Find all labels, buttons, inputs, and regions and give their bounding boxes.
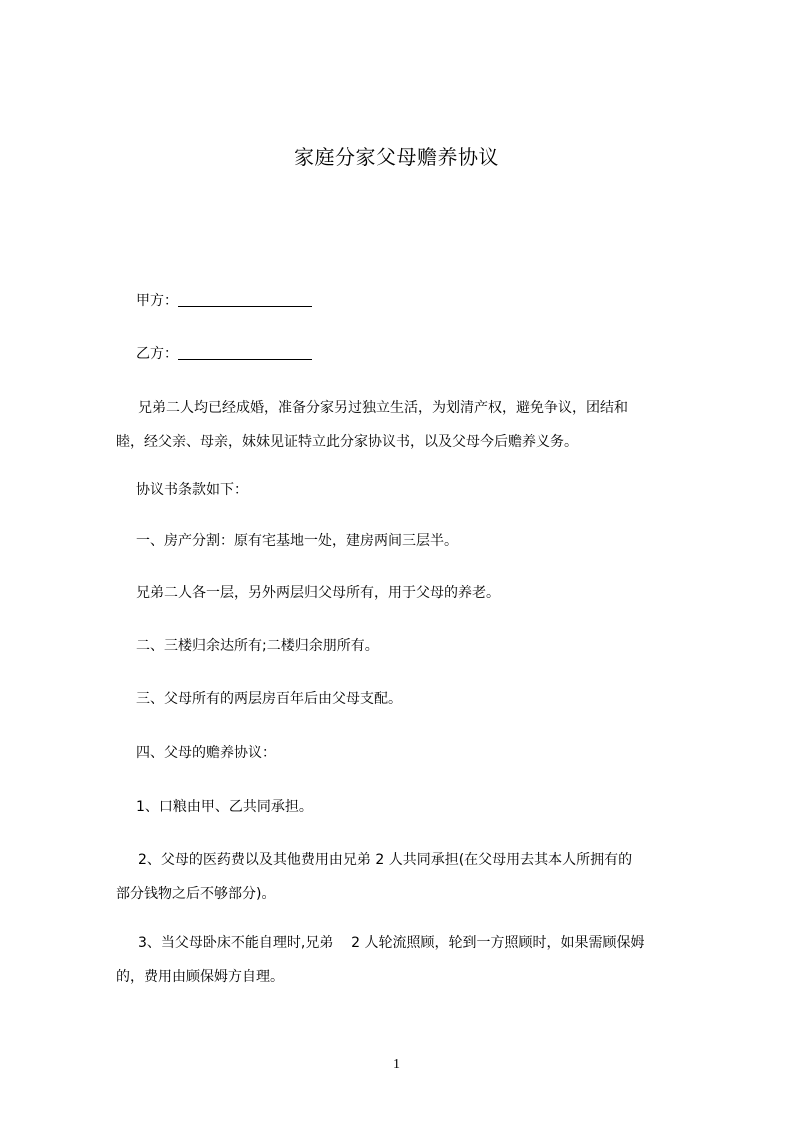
- party-a-line: [136, 291, 312, 311]
- item-3-line-1: 3、当父母卧床不能自理时,兄弟 2 人轮流照顾，轮到一方照顾时，如果需顾保姆: [138, 935, 645, 951]
- party-a-label: 甲方：: [136, 293, 178, 309]
- clause-1-detail: 兄弟二人各一层，另外两层归父母所有，用于父母的养老。: [136, 585, 500, 601]
- item-3-paragraph: [116, 933, 706, 987]
- item-2-paragraph: [116, 850, 706, 904]
- item-2-line-2: 部分钱物之后不够部分)。: [116, 886, 276, 902]
- party-b-label: 乙方：: [136, 346, 178, 362]
- item-3-line-2: 的，费用由顾保姆方自理。: [116, 969, 284, 985]
- intro-line-1: 兄弟二人均已经成婚，准备分家另过独立生活，为划清产权，避免争议，团结和: [138, 400, 628, 416]
- clause-3: 三、父母所有的两层房百年后由父母支配。: [136, 691, 402, 707]
- item-1: 1、口粮由甲、乙共同承担。: [136, 799, 313, 815]
- document-title: 家庭分家父母赡养协议: [294, 145, 499, 169]
- item-2-line-1: 2、父母的医药费以及其他费用由兄弟 2 人共同承担(在父母用去其本人所拥有的: [138, 852, 633, 868]
- intro-paragraph: [116, 398, 706, 452]
- clause-1: 一、房产分割：原有宅基地一处，建房两间三层半。: [136, 533, 458, 549]
- page-number: 1: [393, 1057, 400, 1072]
- party-b-blank: [178, 345, 312, 360]
- party-a-blank: [178, 292, 312, 307]
- terms-heading: 协议书条款如下：: [136, 482, 248, 498]
- clause-2: 二、三楼归余达所有;二楼归余朋所有。: [136, 638, 379, 654]
- party-b-line: [136, 344, 312, 364]
- clause-4: 四、父母的赡养协议：: [136, 745, 276, 761]
- intro-line-2: 睦，经父亲、母亲，妹妹见证特立此分家协议书，以及父母今后赡养义务。: [116, 434, 578, 450]
